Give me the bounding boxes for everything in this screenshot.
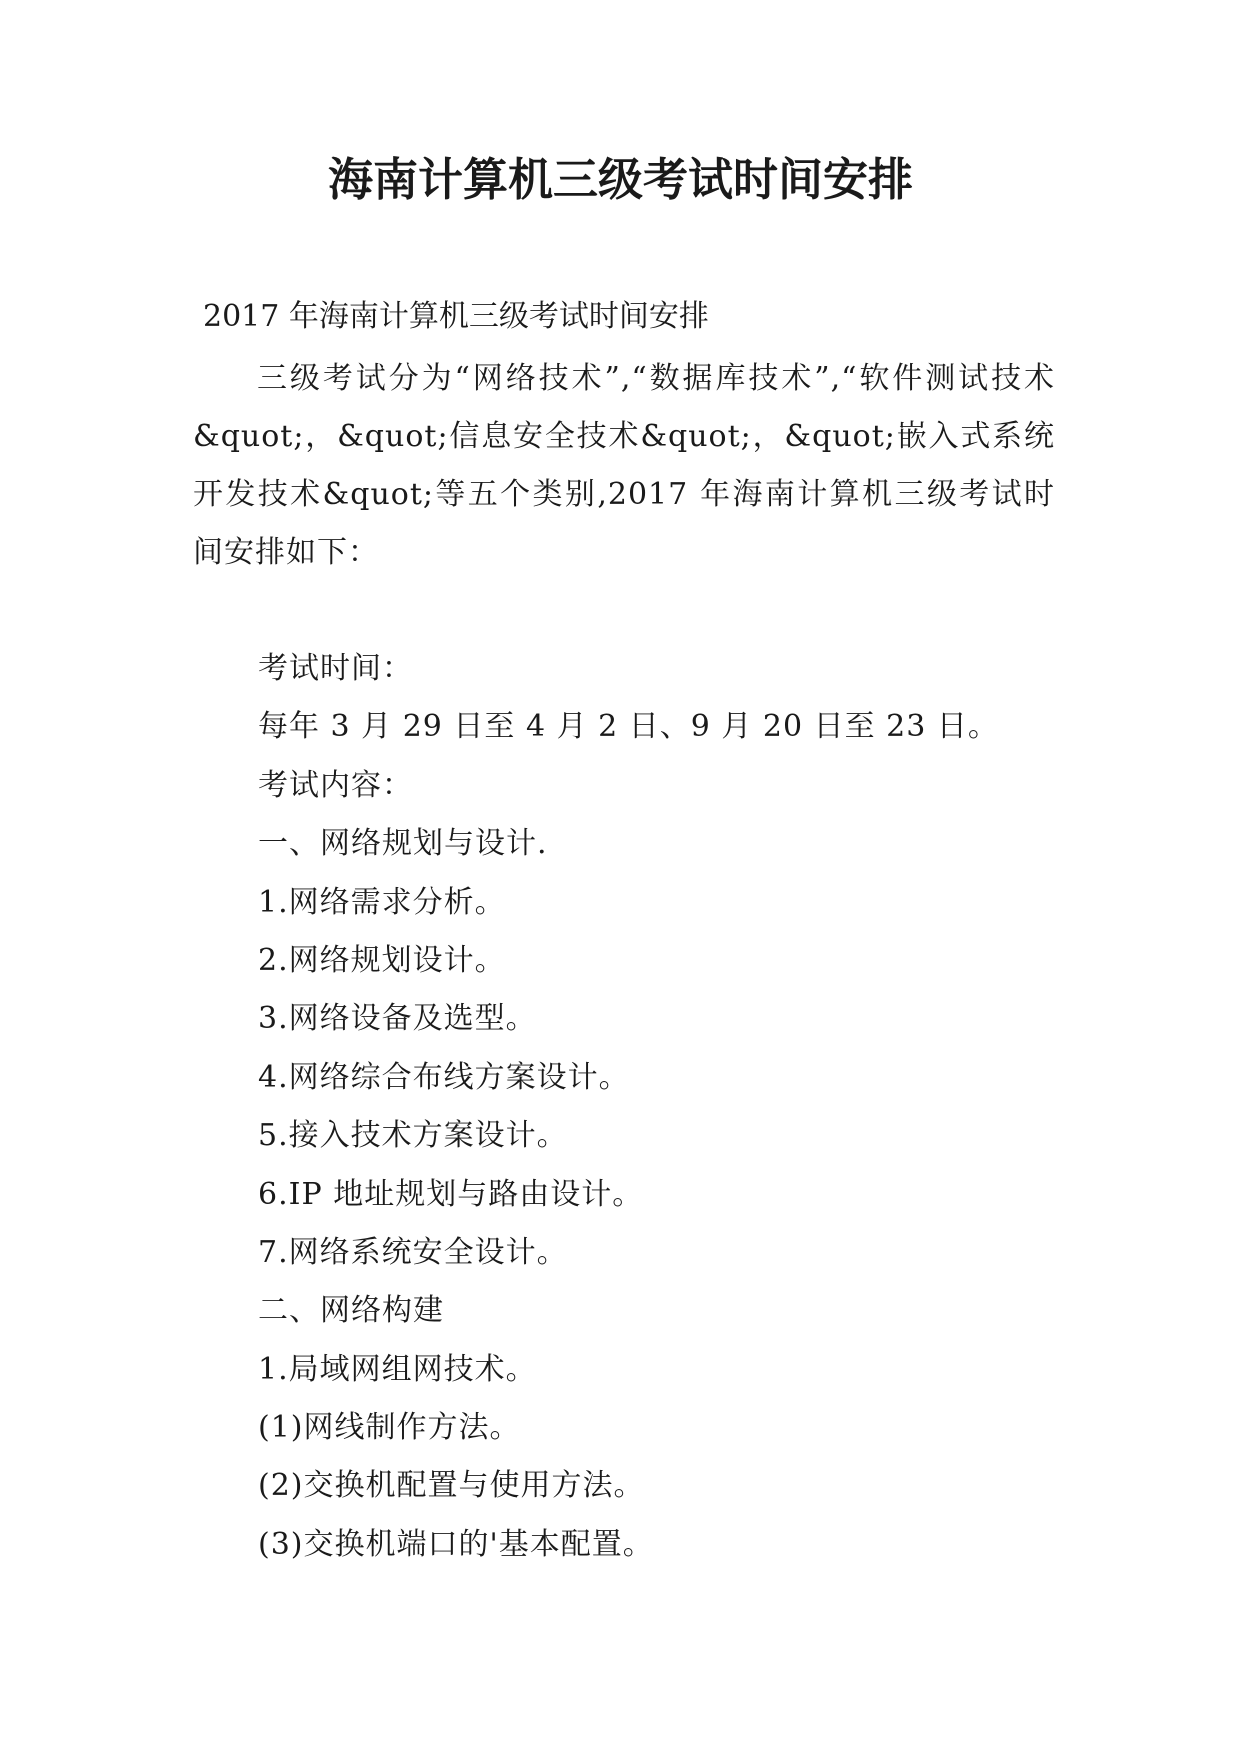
line-item: 7.网络系统安全设计。 bbox=[258, 1234, 568, 1270]
line-item: 3.网络设备及选型。 bbox=[258, 1001, 537, 1037]
line-item: 5.接入技术方案设计。 bbox=[258, 1118, 568, 1154]
document-title: 海南计算机三级考试时间安排 bbox=[327, 153, 913, 206]
line-subitem: (3)交换机端口的'基本配置。 bbox=[258, 1526, 654, 1562]
line-item: 1.网络需求分析。 bbox=[258, 884, 506, 920]
line-item: 2.网络规划设计。 bbox=[258, 942, 506, 978]
line-item: 6.IP 地址规划与路由设计。 bbox=[258, 1176, 644, 1212]
line-item: 4.网络综合布线方案设计。 bbox=[258, 1059, 630, 1095]
line-exam-content-label: 考试内容： bbox=[258, 767, 413, 803]
line-exam-time-label: 考试时间： bbox=[258, 651, 413, 686]
line-section-2-heading: 二、网络构建 bbox=[258, 1293, 444, 1329]
intro-paragraph: 三级考试分为“网络技术”,“数据库技术”,“软件测试技术&quot;，&quot;信息安全技术&quot;，&quot;嵌入式系统开发技术&quot;等五个类别,2017 年海南计算机三级考试时间安排如下： bbox=[193, 361, 1055, 570]
line-subitem: (2)交换机配置与使用方法。 bbox=[258, 1468, 645, 1504]
line-section-1-heading: 一、网络规划与设计. bbox=[258, 826, 548, 862]
line-exam-dates: 每年 3 月 29 日至 4 月 2 日、9 月 20 日至 23 日。 bbox=[258, 709, 999, 745]
line-subitem: (1)网线制作方法。 bbox=[258, 1410, 521, 1446]
line-item: 1.局域网组网技术。 bbox=[258, 1351, 537, 1387]
content-lines bbox=[258, 640, 999, 1574]
document-subtitle: 2017 年海南计算机三级考试时间安排 bbox=[203, 299, 709, 334]
